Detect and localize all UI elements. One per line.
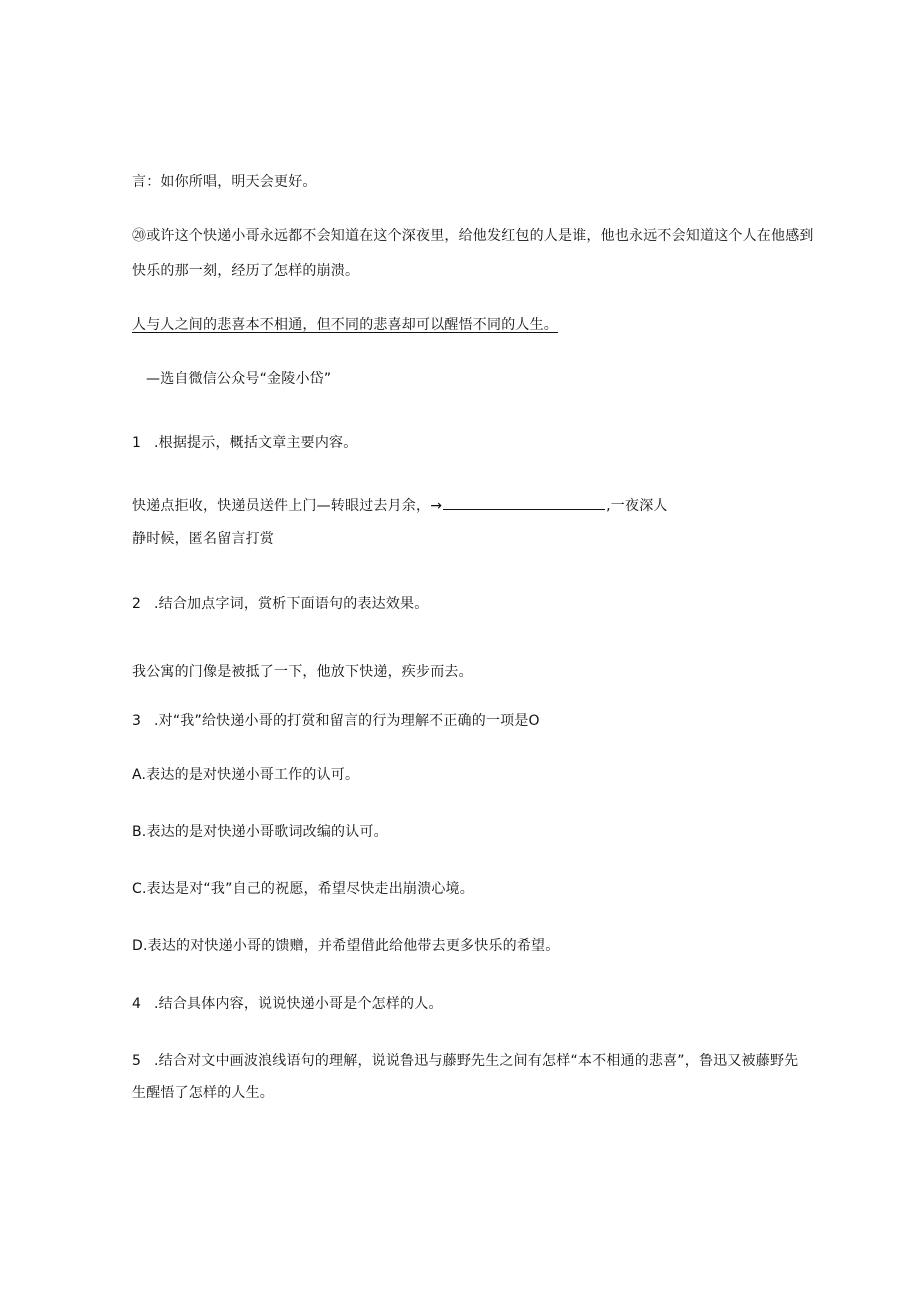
question-1-hint-line-1 (132, 496, 668, 516)
question-5-number: 5 (132, 1053, 142, 1069)
option-b[interactable]: B.表达的是对快递小哥歌词改编的认可。 (132, 824, 388, 840)
source-attribution: —选自微信公众号“金陵小岱” (146, 371, 332, 387)
paragraph-20-line-1: ⑳或许这个快递小哥永远都不会知道在这个深夜里，给他发红包的人是谁，他也永远不会知道这个人在他感到 (132, 228, 814, 244)
paragraph-20-line-2: 快乐的那一刻，经历了怎样的崩溃。 (132, 263, 360, 279)
question-2-number: 2 (132, 596, 142, 612)
question-4-prompt: .结合具体内容，说说快递小哥是个怎样的人。 (154, 996, 443, 1012)
question-1-hint-part-2: ,一夜深人 (606, 498, 668, 514)
question-2-prompt: .结合加点字词，赏析下面语句的表达效果。 (154, 596, 429, 612)
question-5 (132, 1051, 798, 1071)
question-5-prompt-line-1: .结合对文中画波浪线语句的理解，说说鲁迅与藤野先生之间有怎样“本不相通的悲喜”，鲁迅又被藤野先 (154, 1053, 799, 1069)
option-a[interactable]: A.表达的是对快递小哥工作的认可。 (132, 767, 360, 783)
question-4 (132, 994, 443, 1014)
question-5-prompt-line-2: 生醒悟了怎样的人生。 (132, 1085, 274, 1101)
question-1-hint-line-2: 静时候，匿名留言打赏 (132, 531, 274, 547)
question-3-number: 3 (132, 713, 142, 729)
answer-blank[interactable] (443, 496, 605, 510)
question-3 (132, 711, 540, 731)
option-c[interactable]: C.表达是对“我”自己的祝愿，希望尽快走出崩溃心境。 (132, 881, 474, 897)
question-4-number: 4 (132, 996, 142, 1012)
passage-line-1: 言：如你所唱，明天会更好。 (132, 174, 317, 190)
question-1-prompt: .根据提示，概括文章主要内容。 (154, 435, 358, 451)
wavy-line-sentence: 人与人之间的悲喜本不相通，但不同的悲喜却可以醒悟不同的人生。 (132, 317, 558, 333)
question-1-hint-part-1: 快递点拒收，快递员送件上门—转眼过去月余，→ (132, 498, 443, 514)
question-2 (132, 594, 428, 614)
question-3-prompt: .对“我”给快递小哥的打赏和留言的行为理解不正确的一项是O (154, 713, 540, 729)
option-d[interactable]: D.表达的对快递小哥的馈赠，并希望借此给他带去更多快乐的希望。 (132, 938, 560, 954)
question-1 (132, 433, 357, 453)
question-2-quote: 我公寓的门像是被抵了一下，他放下快递，疾步而去。 (132, 664, 473, 680)
question-1-number: 1 (132, 435, 142, 451)
